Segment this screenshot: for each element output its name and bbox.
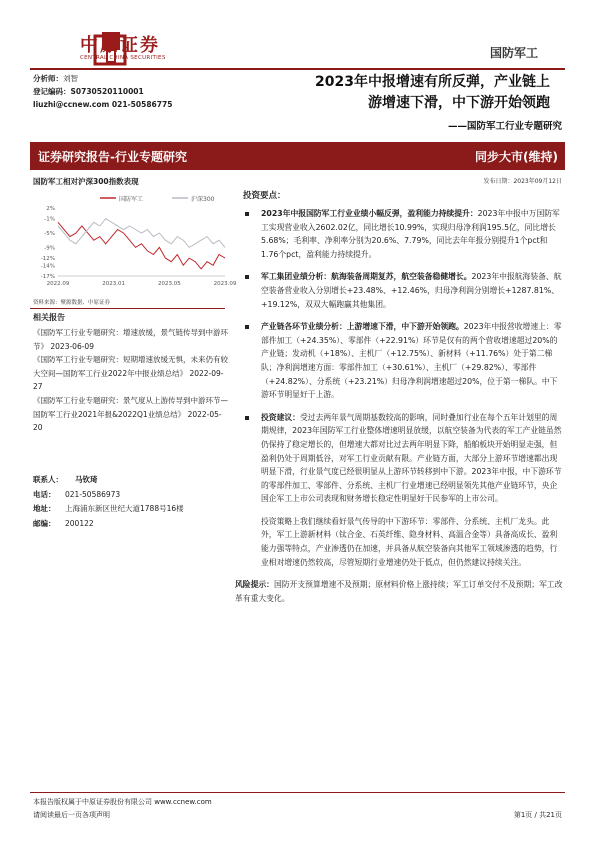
y-tick-label: -9% — [44, 245, 55, 252]
header-divider — [30, 68, 565, 70]
report-title — [230, 72, 550, 114]
analyst-contact: liuzhi@ccnew.com 021-50586775 — [33, 100, 173, 109]
left-divider — [30, 308, 225, 309]
report-type: 证券研究报告-行业专题研究 — [38, 150, 187, 164]
title-line-2: 游增速下滑，中下游开始领跑 — [368, 95, 550, 111]
performance-chart — [30, 188, 237, 293]
footer-divider — [30, 792, 565, 793]
title-line-1: 2023年中报增速有所反弹，产业链上 — [315, 74, 550, 90]
contact-info — [33, 473, 184, 531]
reg-code: S0730520110001 — [70, 87, 144, 96]
report-subtitle: ——国防军工行业专题研究 — [447, 121, 562, 132]
publish-date: 发布日期：2023年09月12日 — [483, 178, 562, 185]
x-tick-label: 2023.01 — [102, 281, 126, 287]
logo-text: 中原证券 — [80, 35, 160, 56]
footer-copyright: 本报告版权属于中原证券股份有限公司 www.ccnew.com — [33, 798, 212, 806]
contact-person-label: 联系人： — [33, 475, 63, 484]
highlight-3-head: 产业链各环节业绩分析：上游增速下滑，中下游开始领跑。 — [261, 322, 464, 332]
analyst-info — [33, 72, 172, 111]
related-report-3[interactable]: 《国防军工行业专题研究：景气度从上游传导到中游环节—国防军工行业2021年报&2022Q1业绩总结》 2022-05-20 — [33, 395, 228, 433]
highlight-2 — [245, 270, 563, 311]
rating: 同步大市(维持) — [475, 150, 558, 164]
bullet-icon — [245, 275, 249, 279]
related-reports-list — [33, 326, 228, 435]
y-tick-label: 2% — [46, 206, 55, 212]
highlight-4-head: 投资建议： — [261, 412, 300, 422]
highlight-2-text: 2023年中报航海装备、航空装备营业收入分别增长+23.48%、+12.46%，归母净利润分别增长+1287.81%、+19.12%，双双大幅跑赢其他集团。 — [261, 272, 562, 309]
y-tick-label: -5% — [44, 231, 55, 238]
highlight-1-head: 2023年中报国防军工行业业绩小幅反弹，盈利能力持续提升： — [261, 209, 478, 218]
highlight-1 — [245, 207, 563, 261]
bullet-icon — [245, 416, 249, 420]
legend-label: 沪深300 — [191, 196, 215, 203]
contact-address: 上海浦东新区世纪大道1788号16楼 — [65, 504, 184, 513]
x-tick-label: 2023.09 — [213, 281, 237, 287]
address-label: 地址： — [33, 504, 56, 513]
analyst-label: 分析师： — [33, 74, 63, 83]
x-tick-label: 2022.09 — [46, 281, 70, 287]
risk-warning — [235, 578, 563, 605]
contact-zip: 200122 — [65, 518, 94, 528]
reg-label: 登记编码： — [33, 87, 71, 96]
series-line — [58, 219, 225, 248]
logo-subtext: CENTRAL CHINA SECURITIES — [80, 55, 166, 61]
contact-person: 马钦琦 — [75, 475, 98, 484]
bullet-icon — [245, 325, 249, 329]
phone-label: 电话： — [33, 489, 56, 499]
highlight-3-text: 2023年中报营收增速上：零部件加工（+24.35%）、零部件（+22.91%）环节是仅有的两个营收增速超过20%的产业链；发动机（+18%）、主机厂（+12.75%）、新材料（+11.76%）处于第二梯队；净利润增速方面：零部件加工（+30.61%）、主机厂（+29.82%）、零部件（+24.82%）、分系统（+23.21%）归母净利润增速超过20%，位于第一梯队。中下游环节明显好于上游。 — [261, 322, 562, 400]
zip-label: 邮编： — [33, 518, 56, 528]
chart-source: 资料来源：聚源数据、中原证券 — [33, 300, 111, 306]
bullet-icon — [245, 212, 249, 216]
risk-head: 风险提示： — [235, 580, 274, 590]
highlight-2-head: 军工集团业绩分析：航海装备周期复苏，航空装备稳健增长。 — [261, 272, 472, 282]
report-body — [235, 207, 563, 605]
y-tick-label: -12% — [40, 256, 55, 263]
highlight-1-text: 2023年中报中万国防军工实现营业收入2602.02亿，同比增长10.99%，实现归母净利润195.5亿，同比增长5.68%；毛利率、净利率分别为20.6%、7.79%，同比去年年报分别提升1个pct和1.76个pct，盈利能力持续提升。 — [261, 209, 560, 259]
investment-highlights-title: 投资要点： — [243, 191, 286, 201]
related-reports-title: 相关报告 — [33, 313, 65, 322]
sector-tag: 国防军工 — [490, 46, 539, 60]
y-tick-label: -1% — [44, 216, 55, 223]
legend-label: 国防军工 — [119, 196, 144, 203]
highlight-4 — [245, 411, 563, 506]
footer-disclaimer: 请阅读最后一页各项声明 — [33, 811, 110, 819]
chart-title: 国防军工相对沪深300指数表现 — [33, 177, 139, 186]
contact-phone: 021-50586973 — [65, 489, 121, 499]
highlight-3 — [245, 320, 563, 402]
highlight-4-text: 受过去两年景气周期基数较高的影响，同时叠加行业在每个五年计划里的周期规律，2023年国防军工行业整体增速明显放缓，以航空装备为代表的军工产业链虽然仍保持了稳定增长的，但增速大都对比过去两年明显下降，船舶板块开始明显走强，但盈利仍处于周期低谷，对军工行业贡献有限。产业链方面，大部分上游环节增速都出现明显下滑，行业景气度已经很明显从上游环节转移到中下游。2023年中报，中下游环节的零部件加工、零部件、分系统、主机厂行业增速已经明显领先其他产业链环节，央企国企军工上市公司表现和财务增长稳定性明显好于民参军的上市公司。 — [261, 412, 562, 504]
series-line — [58, 222, 225, 268]
page-number: 第1页 / 共21页 — [513, 811, 562, 819]
y-tick-label: -17% — [40, 274, 55, 280]
x-tick-label: 2023.05 — [157, 281, 181, 287]
y-tick-label: -14% — [40, 263, 55, 270]
analyst-name: 刘智 — [63, 74, 78, 83]
risk-text: 国防开支预算增速不及预期；原材料价格上涨持续；军工订单交付不及预期；军工改革有重大变化。 — [235, 580, 563, 603]
strategy-paragraph: 投资策略上我们继续看好景气传导的中下游环节：零部件、分系统、主机厂龙头。此外，军工上游新材料（钛合金、石英纤维、隐身材料、高温合金等）具备高成长、盈利能力强等特点，产业渗透仍在加速，并具备从航空装备向其他军工领域渗透的趋势，行业相对增速仍然较高，尽管短期行业增速仍处于低点，但仍然建议持续关注。 — [261, 516, 558, 567]
related-report-2[interactable]: 《国防军工行业专题研究：短期增速放缓无惧，未来仍有较大空间—国防军工行业2022年中报业绩总结》 2022-09-27 — [33, 355, 228, 392]
related-report-1[interactable]: 《国防军工行业专题研究：增速放缓，景气链传导到中游环节》 2023-06-09 — [33, 328, 228, 351]
